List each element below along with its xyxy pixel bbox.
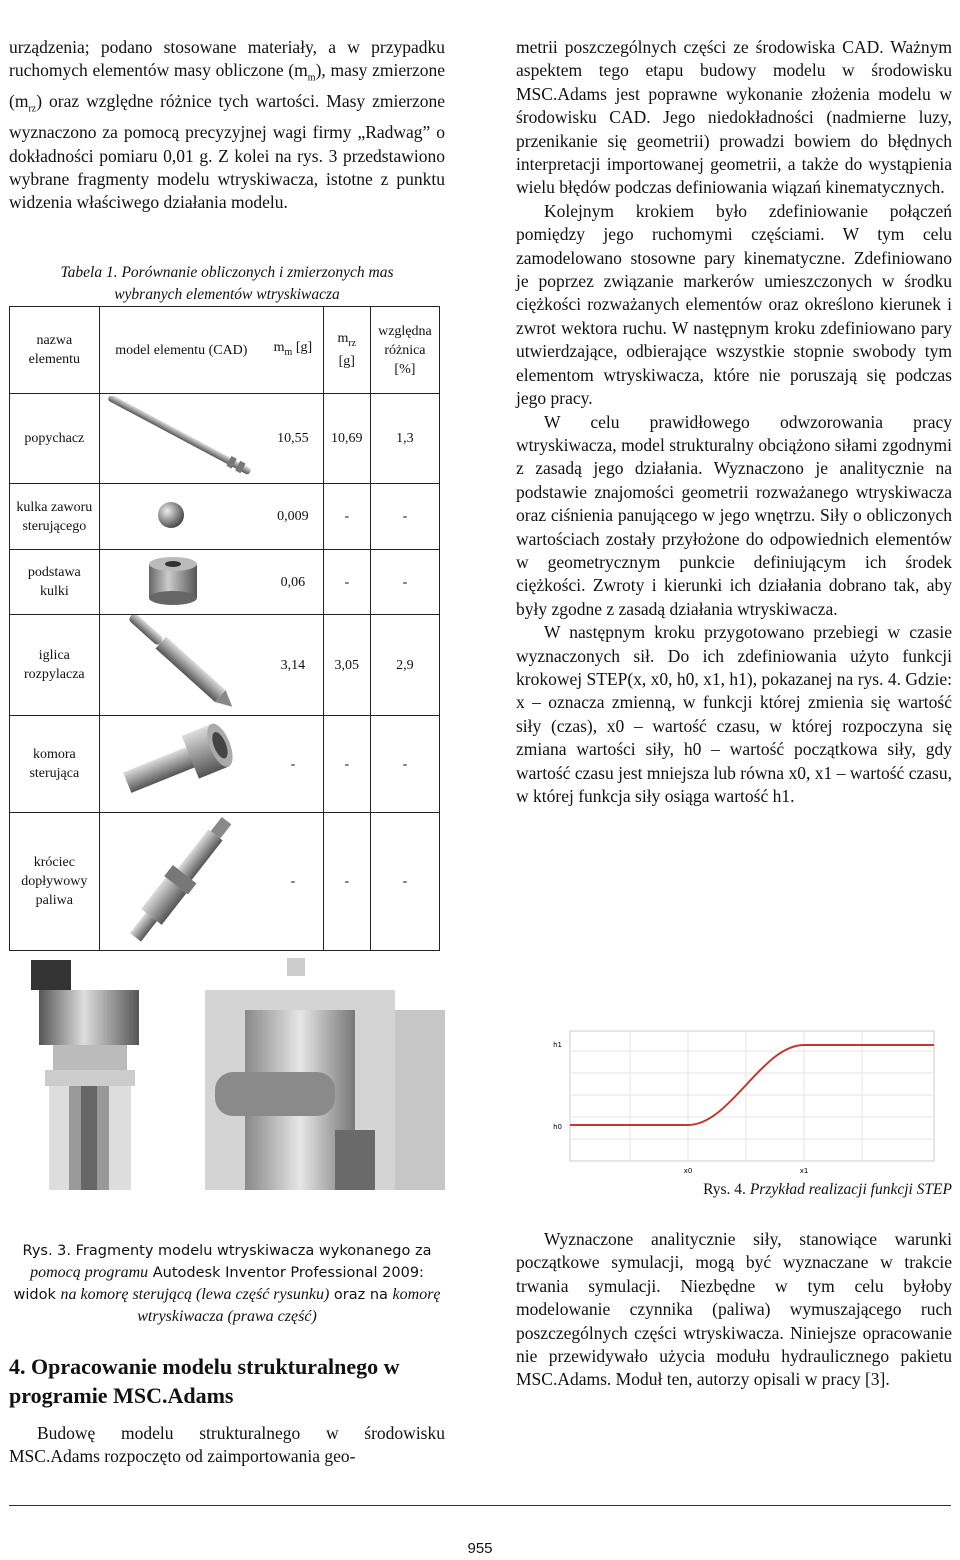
mass-comparison-table — [9, 306, 440, 951]
ball-image — [99, 484, 263, 550]
intro-text-a: urządzenia; podano stosowane materiały, a w przypadku ruchomych elementów masy obliczone (m — [9, 37, 445, 81]
ball-seat-image — [99, 550, 263, 615]
table-row — [10, 394, 440, 484]
control-chamber-image — [99, 716, 263, 813]
row-diff: - — [370, 716, 439, 813]
table-row — [10, 615, 440, 716]
figure-3-injector-views — [9, 950, 445, 1190]
intro-sub-m: m — [307, 72, 316, 84]
section-intro-text: Budowę modelu strukturalnego w środowisku MSC.Adams rozpoczęto od zaimportowania geo- — [9, 1423, 445, 1467]
right-bottom-paragraph — [516, 1228, 952, 1392]
row-name: komora sterująca — [10, 716, 100, 813]
row-mrz: - — [323, 813, 370, 951]
row-mm: - — [263, 813, 323, 951]
row-diff: 1,3 — [370, 394, 439, 484]
right-paragraph-4: W następnym kroku przygotowano przebiegi w czasie wyznaczonych sił. Do ich zdefiniowania użyto funkcji krokowej STEP(x, x0, h0, x1, h1), pokazanej na rys. 4. Gdzie: x – oznacza zmienną, w funkcji której zmienia się wartość siły (czas), x0 – wartość czasu, w której rozpoczyna się zmiana wartości siły, h0 – wartość początkowa siły, gdy wartość czasu jest mniejsza lub równa x0, x1 – wartość czasu, w której funkcja siły osiąga wartość h1. — [516, 622, 952, 806]
table-row — [10, 813, 440, 951]
table-caption-line1: Tabela 1. Porównanie obliczonych i zmierzonych mas — [60, 264, 394, 281]
plot-label-h1: h1 — [553, 1041, 562, 1049]
pushrod-image — [99, 394, 263, 484]
intro-text-c: ) oraz względne różnice tych wartości. Masy zmierzone wyznaczono za pomocą precyzyjnej wagi firmy „Radwag” o dokładności pomiaru 0,01 g. Z kolei na rys. 3 przedstawiono wybrane fragmenty modelu wtryskiwacza, istotne z punktu widzenia właściwego działania modelu. — [9, 91, 445, 213]
section-heading: 4. Opracowanie modelu strukturalnego w programie MSC.Adams — [9, 1354, 400, 1408]
right-paragraph-3: W celu prawidłowego odwzorowania pracy wtryskiwacza, model strukturalny obciążono siłami zgodnymi z zasadą jego działania. Wyznaczono je analitycznie na podstawie znajomości geometrii rozważanego wtryskiwacza oraz ciśnienia panującego w jego wnętrzu. Siły o obliczonych wartościach zostały przyłożone do odpowiednich elementów w geometrycznym punkcie definiującym ich środek ciężkości. Zwroty i kierunki ich działania dobrano tak, aby były zgodne z zasadą działania wtryskiwacza. — [516, 411, 952, 619]
intro-sub-rz: rz — [28, 103, 37, 115]
row-name: popychacz — [10, 394, 100, 484]
section-intro — [9, 1422, 445, 1469]
plot-label-x0: x0 — [683, 1167, 693, 1175]
table-caption-line2: wybranych elementów wtryskiwacza — [114, 286, 340, 303]
footer-rule — [9, 1505, 951, 1506]
row-mrz: 10,69 — [323, 394, 370, 484]
table-header-row — [10, 307, 440, 394]
row-diff: - — [370, 484, 439, 550]
row-diff: 2,9 — [370, 615, 439, 716]
row-name: kulka zaworu sterującego — [10, 484, 100, 550]
row-diff: - — [370, 813, 439, 951]
page-number: 955 — [467, 1540, 493, 1557]
row-mrz: 3,05 — [323, 615, 370, 716]
row-diff: - — [370, 550, 439, 615]
figure-4-step-plot — [540, 1025, 940, 1177]
plot-label-x1: x1 — [799, 1167, 809, 1175]
row-mm: 3,14 — [263, 615, 323, 716]
row-mrz: - — [323, 484, 370, 550]
row-name: podstawa kulki — [10, 550, 100, 615]
row-name: iglica rozpylacza — [10, 615, 100, 716]
table-row — [10, 550, 440, 615]
right-paragraph-2: Kolejnym krokiem było zdefiniowanie połączeń pomiędzy jego ruchomymi częściami. W tym celu zamodelowano stosowne pary kinematyczne. Zdefiniowano je poprzez związanie markerów umieszczonych w środku ciężkości rozważanych elementów oraz określono kierunek i zwrot wektora ruchu. W następnym kroku zdefiniowano pary utwierdzające, odbierające wszystkie stopnie swobody tym elementom wtryskiwacza, które nie poruszają się podczas jego pracy. — [516, 200, 952, 409]
table-caption — [9, 262, 445, 306]
row-mrz: - — [323, 550, 370, 615]
row-mm: 10,55 — [263, 394, 323, 484]
right-paragraph-1: metrii poszczególnych części ze środowiska CAD. Ważnym aspektem tego etapu budowy modelu w środowisku MSC.Adams jest poprawne wykonanie złożenia modelu w środowisku CAD. Jego niedokładności (nadmierne luzy, przenikanie się geometrii) prowadzi bowiem do błędnych interpretacji importowanej geometrii, a także do wystąpienia wielu błędów podczas definiowania wiązań kinematycznych. — [516, 37, 952, 198]
intro-text-b: ), masy zmierzone (m — [9, 60, 446, 112]
figure-3-caption: Rys. 3. Fragmenty modelu wtryskiwacza wykonanego za pomocą programu Autodesk Inventor Professional 2009: widok na komorę sterującą (lewa część rysunku) oraz na komorę wtryskiwacza (prawa część) — [13, 1243, 441, 1325]
header-name: nazwa elementu — [10, 307, 100, 394]
fuel-inlet-image — [99, 813, 263, 951]
plot-label-h0: h0 — [553, 1123, 562, 1131]
header-mm: $m_m$ [g] — [263, 307, 323, 394]
intro-paragraph — [9, 36, 445, 215]
row-mm: - — [263, 716, 323, 813]
table-row — [10, 484, 440, 550]
row-name: króciec dopływowy paliwa — [10, 813, 100, 951]
header-mrz: $m_{rz}$ [g] — [323, 307, 370, 394]
row-mm: 0,06 — [263, 550, 323, 615]
figure-4-caption: Rys. 4. Przykład realizacji funkcji STEP — [703, 1181, 952, 1198]
nozzle-needle-image — [99, 615, 263, 716]
table-row — [10, 716, 440, 813]
header-diff: względna różnica [%] — [370, 307, 439, 394]
header-model: model elementu (CAD) — [99, 307, 263, 394]
row-mrz: - — [323, 716, 370, 813]
row-mm: 0,009 — [263, 484, 323, 550]
right-column-text — [516, 36, 952, 808]
right-bottom-text: Wyznaczone analitycznie siły, stanowiące warunki początkowe symulacji, mogą być wyznaczane w trakcie trwania symulacji. Niezbędne w tym celu byłoby modelowanie czynnika (paliwa) wymuszającego ruch poszczególnych części wtryskiwacza. Niniejsze opracowanie nie przewidywało użycia modułu hydraulicznego pakietu MSC.Adams. Moduł ten, autorzy opisali w pracy [3]. — [516, 1229, 952, 1390]
